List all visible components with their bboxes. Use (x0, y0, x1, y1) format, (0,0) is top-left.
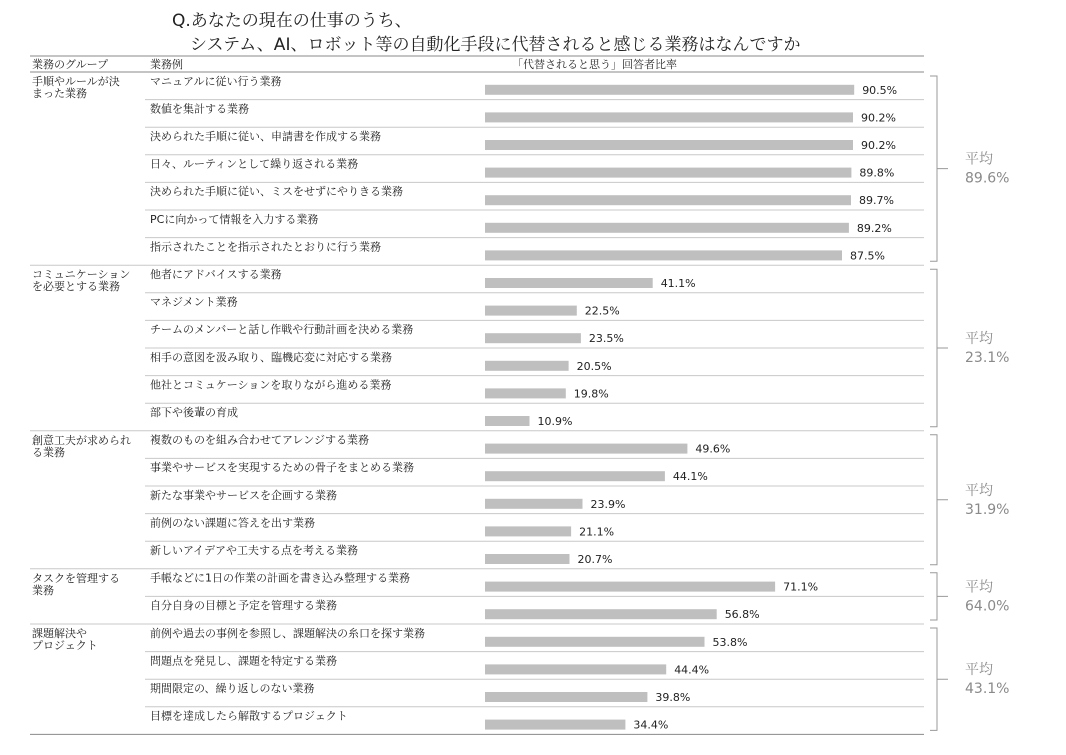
group-label: 手順やルールが決 (32, 75, 120, 88)
average-value: 23.1% (965, 350, 1010, 366)
task-label: PCに向かって情報を入力する業務 (150, 212, 319, 226)
bar (485, 526, 571, 536)
value-label: 20.5% (576, 359, 612, 373)
bar (485, 554, 570, 564)
bar (485, 471, 665, 481)
bar (485, 168, 851, 178)
task-label: 他社とコミュケーションを取りながら進める業務 (150, 378, 392, 392)
value-label: 23.9% (590, 497, 626, 511)
bar (485, 278, 653, 288)
task-label: 事業やサービスを実現するための骨子をまとめる業務 (150, 461, 414, 475)
value-label: 41.1% (660, 277, 696, 290)
task-label: 期間限定の、繰り返しのない業務 (150, 682, 315, 695)
value-label: 23.5% (588, 332, 624, 346)
bar (485, 416, 530, 426)
chart-title: Q.あなたの現在の仕事のうち、 (172, 11, 412, 31)
bar (485, 250, 842, 260)
task-label: 前例や過去の事例を参照し、課題解決の糸口を探す業務 (150, 626, 425, 640)
bar (485, 140, 853, 150)
value-label: 34.4% (633, 718, 669, 732)
value-label: 49.6% (695, 442, 731, 456)
value-label: 90.5% (862, 83, 898, 97)
average-label: 平均 (965, 331, 993, 347)
average-value: 43.1% (965, 681, 1010, 698)
value-label: 44.1% (672, 470, 708, 484)
bar (485, 499, 583, 509)
group-bracket (930, 269, 948, 427)
bar (485, 388, 566, 398)
group-bracket (930, 628, 948, 730)
task-label: 決められた手順に従い、申請書を作成する業務 (150, 130, 381, 143)
average-label: 平均 (965, 482, 993, 499)
task-label: 数値を集計する業務 (150, 102, 249, 116)
bar (485, 85, 854, 95)
group-label: まった業務 (32, 87, 87, 100)
group-label: タスクを管理する (32, 571, 120, 585)
average-value: 89.6% (965, 170, 1010, 187)
group-bracket (930, 435, 948, 565)
header-group: 業務のグループ (32, 58, 109, 71)
value-label: 90.2% (861, 111, 896, 125)
header-value: 「代替されると思う」回答者比率 (512, 58, 677, 71)
value-label: 39.8% (655, 691, 691, 704)
task-label: 問題点を発見し、課題を特定する業務 (150, 654, 337, 668)
bar (485, 306, 577, 316)
value-label: 71.1% (783, 580, 819, 594)
value-label: 53.8% (712, 635, 748, 649)
task-label: マニュアルに従い行う業務 (150, 74, 282, 88)
group-label: 業務 (32, 583, 54, 597)
task-label: 手帳などに1日の作業の計画を書き込み整理する業務 (150, 571, 410, 585)
value-label: 19.8% (573, 387, 609, 401)
task-label: 目標を達成したら解散するプロジェクト (150, 709, 348, 723)
task-label: 決められた手順に従い、ミスをせずにやりきる業務 (150, 185, 403, 199)
task-label: 部下や後輩の育成 (150, 406, 238, 419)
task-label: 前例のない課題に答えを出す業務 (150, 516, 315, 530)
bar (485, 720, 625, 730)
value-label: 20.7% (577, 553, 613, 566)
task-label: 自分自身の目標と予定を管理する業務 (150, 599, 337, 613)
group-bracket (930, 573, 948, 620)
value-label: 89.7% (859, 194, 894, 208)
value-label: 89.2% (856, 221, 892, 235)
group-label: コミュニケーション (32, 268, 131, 282)
group-label: る業務 (32, 445, 65, 459)
task-label: チームのメンバーと話し作戦や行動計画を決める業務 (150, 323, 414, 337)
value-label: 89.8% (859, 166, 895, 180)
bar (485, 582, 775, 592)
group-label: 創意工夫が求められ (32, 433, 131, 447)
value-label: 10.9% (537, 415, 573, 428)
average-value: 64.0% (965, 598, 1010, 615)
task-label: マネジメント業務 (150, 295, 238, 309)
average-label: 平均 (965, 579, 993, 596)
task-label: 新たな事業やサービスを企画する業務 (150, 488, 337, 502)
bar (485, 692, 647, 702)
task-label: 指示されたことを指示されたとおりに行う業務 (150, 240, 381, 254)
task-label: 複数のものを組み合わせてアレンジする業務 (150, 433, 370, 447)
value-label: 87.5% (850, 249, 885, 263)
value-label: 21.1% (579, 525, 615, 539)
average-value: 31.9% (965, 501, 1010, 518)
value-label: 90.2% (861, 139, 896, 152)
bar (485, 333, 581, 343)
bar (485, 112, 853, 122)
task-label: 相手の意図を汲み取り、臨機応変に対応する業務 (150, 350, 392, 364)
bar (485, 664, 666, 674)
group-label: を必要とする業務 (32, 280, 120, 294)
value-label: 56.8% (724, 608, 760, 622)
task-label: 他者にアドバイスする業務 (150, 268, 282, 281)
bar (485, 361, 569, 371)
chart-subtitle: システム、AI、ロボット等の自動化手段に代替されると感じる業務はなんですか (190, 35, 801, 55)
group-label: プロジェクト (32, 639, 98, 652)
average-label: 平均 (965, 151, 993, 168)
bar (485, 609, 717, 619)
group-bracket (930, 76, 948, 261)
task-label: 新しいアイデアや工夫する点を考える業務 (150, 544, 359, 557)
bar (485, 195, 851, 205)
bar (485, 223, 849, 233)
header-task: 業務例 (150, 58, 183, 71)
value-label: 22.5% (584, 304, 620, 318)
bar (485, 637, 705, 647)
group-label: 課題解決や (32, 627, 87, 640)
average-label: 平均 (965, 662, 993, 679)
bar (485, 444, 687, 454)
task-label: 日々、ルーティンとして繰り返される業務 (150, 157, 359, 171)
value-label: 44.4% (674, 663, 710, 677)
